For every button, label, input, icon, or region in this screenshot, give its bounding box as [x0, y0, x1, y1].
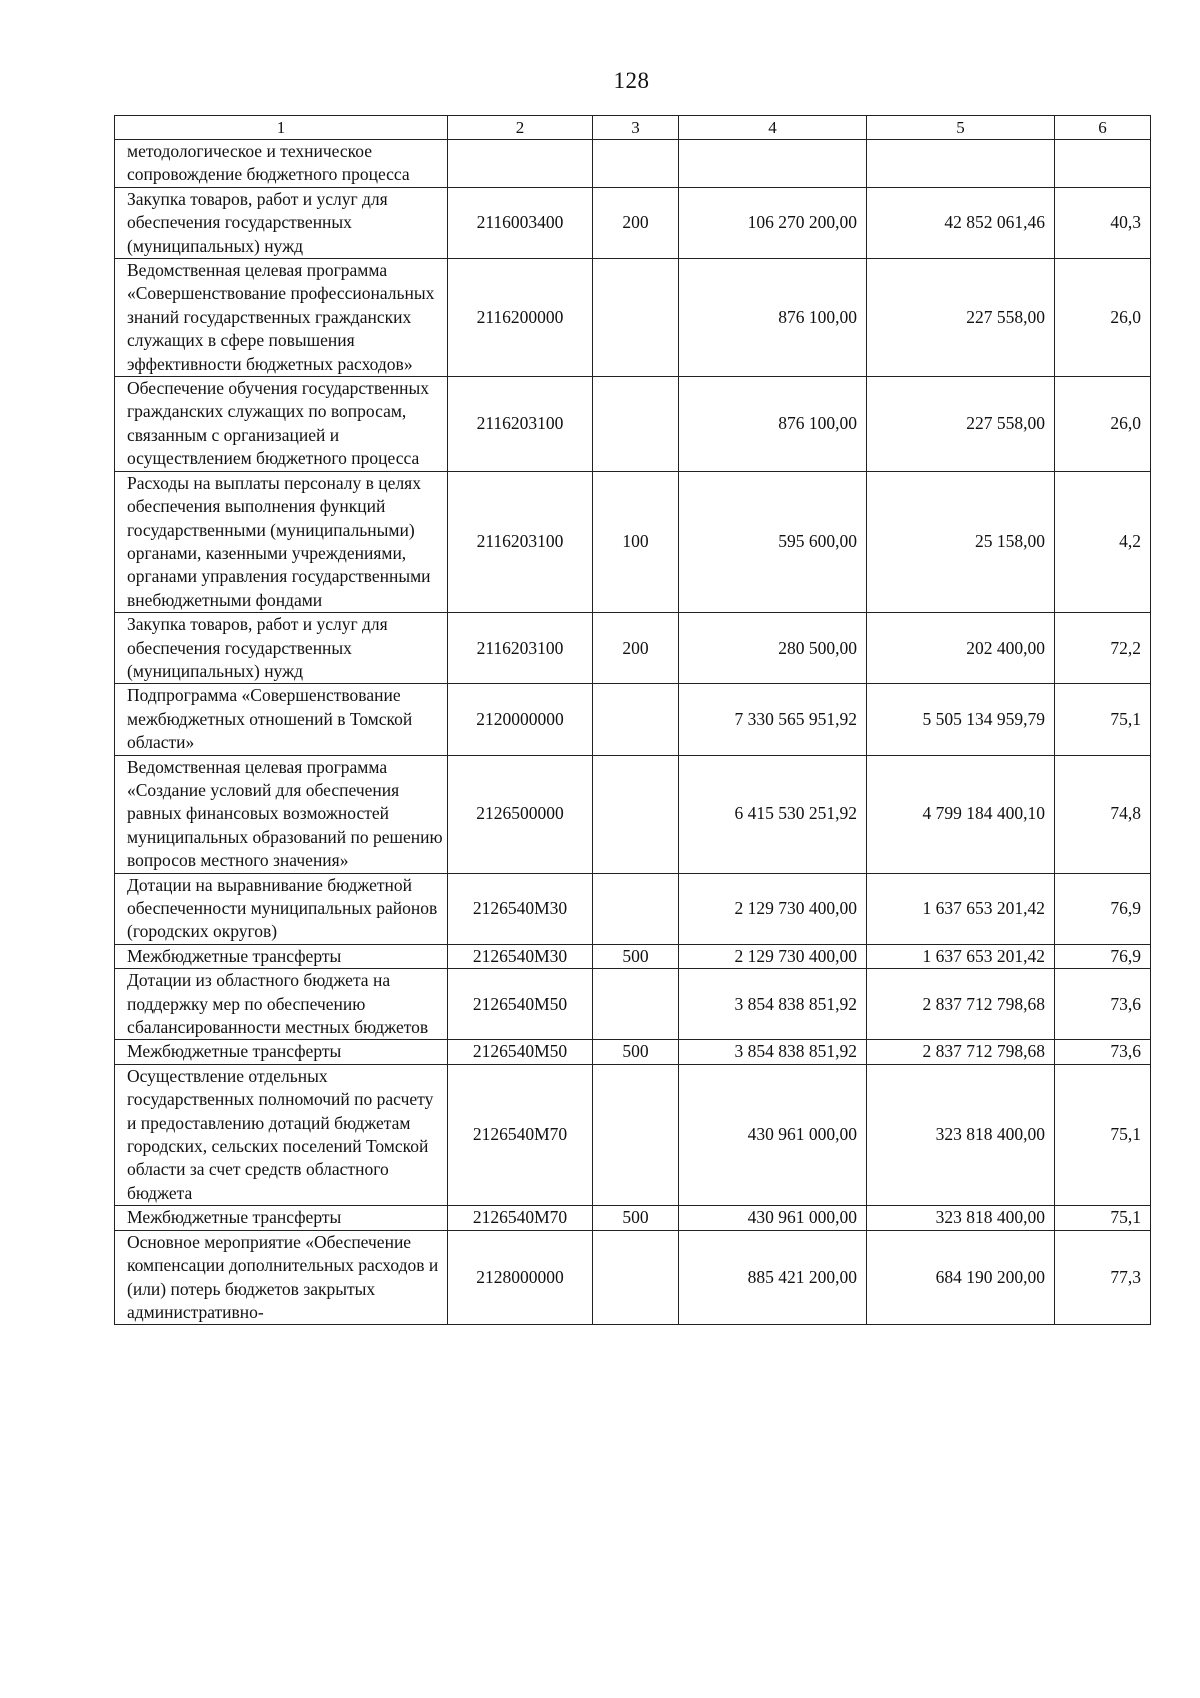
row-percent-cell: 77,3 [1055, 1230, 1151, 1325]
row-executed-cell: 5 505 134 959,79 [867, 684, 1055, 755]
table-row [115, 1064, 1151, 1205]
table-row [115, 755, 1151, 873]
row-name-cell: Межбюджетные трансферты [115, 944, 448, 968]
row-percent-cell: 73,6 [1055, 969, 1151, 1040]
column-header: 1 [115, 116, 448, 140]
table-row [115, 471, 1151, 612]
row-percent-cell: 76,9 [1055, 944, 1151, 968]
table-row [115, 969, 1151, 1040]
page-number: 128 [613, 68, 650, 93]
row-name-cell: Основное мероприятие «Обеспечение компенсации дополнительных расходов и (или) потерь бюджетов закрытых административно- [115, 1230, 448, 1325]
row-percent-cell: 4,2 [1055, 471, 1151, 612]
row-name-cell: Ведомственная целевая программа «Создание условий для обеспечения равных финансовых возможностей муниципальных образований по решению вопросов местного значения» [115, 755, 448, 873]
column-header: 5 [867, 116, 1055, 140]
row-percent-cell [1055, 140, 1151, 188]
row-name-cell: Закупка товаров, работ и услуг для обеспечения государственных (муниципальных) нужд [115, 187, 448, 258]
row-kind-cell: 100 [593, 471, 679, 612]
table-row [115, 944, 1151, 968]
table-header-row [115, 116, 1151, 140]
row-code-cell: 2116203100 [448, 613, 593, 684]
row-executed-cell: 227 558,00 [867, 259, 1055, 377]
row-executed-cell: 1 637 653 201,42 [867, 873, 1055, 944]
row-planned-cell: 876 100,00 [679, 377, 867, 472]
row-kind-cell [593, 1064, 679, 1205]
row-executed-cell [867, 140, 1055, 188]
table-row [115, 1206, 1151, 1230]
row-kind-cell: 500 [593, 944, 679, 968]
row-percent-cell: 75,1 [1055, 684, 1151, 755]
table-row [115, 140, 1151, 188]
row-planned-cell: 106 270 200,00 [679, 187, 867, 258]
row-code-cell: 2126500000 [448, 755, 593, 873]
row-percent-cell: 72,2 [1055, 613, 1151, 684]
row-executed-cell: 323 818 400,00 [867, 1064, 1055, 1205]
row-executed-cell: 202 400,00 [867, 613, 1055, 684]
column-header: 4 [679, 116, 867, 140]
row-kind-cell: 200 [593, 613, 679, 684]
row-name-cell: Межбюджетные трансферты [115, 1040, 448, 1064]
table-row [115, 1230, 1151, 1325]
row-executed-cell: 25 158,00 [867, 471, 1055, 612]
row-planned-cell: 2 129 730 400,00 [679, 944, 867, 968]
row-name-cell: Межбюджетные трансферты [115, 1206, 448, 1230]
row-percent-cell: 75,1 [1055, 1064, 1151, 1205]
row-code-cell: 2126540M70 [448, 1206, 593, 1230]
row-code-cell: 2128000000 [448, 1230, 593, 1325]
row-name-cell: Обеспечение обучения государственных гражданских служащих по вопросам, связанным с организацией и осуществлением бюджетного процесса [115, 377, 448, 472]
row-kind-cell: 200 [593, 187, 679, 258]
row-name-cell: Подпрограмма «Совершенствование межбюджетных отношений в Томской области» [115, 684, 448, 755]
row-kind-cell: 500 [593, 1040, 679, 1064]
row-code-cell: 2126540M50 [448, 1040, 593, 1064]
row-percent-cell: 74,8 [1055, 755, 1151, 873]
row-name-cell: Дотации из областного бюджета на поддержку мер по обеспечению сбалансированности местных бюджетов [115, 969, 448, 1040]
table-row [115, 377, 1151, 472]
row-kind-cell: 500 [593, 1206, 679, 1230]
table-row [115, 259, 1151, 377]
row-code-cell: 2126540M30 [448, 944, 593, 968]
table-row [115, 187, 1151, 258]
row-name-cell: Дотации на выравнивание бюджетной обеспеченности муниципальных районов (городских округов) [115, 873, 448, 944]
row-planned-cell: 3 854 838 851,92 [679, 969, 867, 1040]
row-planned-cell: 6 415 530 251,92 [679, 755, 867, 873]
column-header: 3 [593, 116, 679, 140]
row-executed-cell: 684 190 200,00 [867, 1230, 1055, 1325]
column-header: 6 [1055, 116, 1151, 140]
row-code-cell: 2116203100 [448, 471, 593, 612]
row-planned-cell: 430 961 000,00 [679, 1064, 867, 1205]
row-code-cell: 2120000000 [448, 684, 593, 755]
row-code-cell: 2116203100 [448, 377, 593, 472]
row-kind-cell [593, 969, 679, 1040]
row-kind-cell [593, 259, 679, 377]
row-percent-cell: 26,0 [1055, 377, 1151, 472]
row-name-cell: Закупка товаров, работ и услуг для обеспечения государственных (муниципальных) нужд [115, 613, 448, 684]
row-percent-cell: 73,6 [1055, 1040, 1151, 1064]
row-name-cell: Ведомственная целевая программа «Совершенствование профессиональных знаний государственных гражданских служащих в сфере повышения эффективности бюджетных расходов» [115, 259, 448, 377]
row-planned-cell: 7 330 565 951,92 [679, 684, 867, 755]
row-executed-cell: 2 837 712 798,68 [867, 969, 1055, 1040]
row-executed-cell: 42 852 061,46 [867, 187, 1055, 258]
row-code-cell: 2116200000 [448, 259, 593, 377]
row-percent-cell: 26,0 [1055, 259, 1151, 377]
row-kind-cell [593, 140, 679, 188]
row-name-cell: Осуществление отдельных государственных полномочий по расчету и предоставлению дотаций бюджетам городских, сельских поселений Томской области за счет средств областного бюджета [115, 1064, 448, 1205]
row-percent-cell: 76,9 [1055, 873, 1151, 944]
row-kind-cell [593, 684, 679, 755]
row-executed-cell: 227 558,00 [867, 377, 1055, 472]
table-body [115, 140, 1151, 1325]
row-planned-cell: 885 421 200,00 [679, 1230, 867, 1325]
row-planned-cell: 2 129 730 400,00 [679, 873, 867, 944]
row-percent-cell: 75,1 [1055, 1206, 1151, 1230]
row-kind-cell [593, 1230, 679, 1325]
column-header: 2 [448, 116, 593, 140]
row-code-cell: 2126540M50 [448, 969, 593, 1040]
table-row [115, 1040, 1151, 1064]
row-executed-cell: 1 637 653 201,42 [867, 944, 1055, 968]
row-code-cell: 2126540M70 [448, 1064, 593, 1205]
row-planned-cell: 280 500,00 [679, 613, 867, 684]
row-code-cell: 2126540M30 [448, 873, 593, 944]
row-executed-cell: 4 799 184 400,10 [867, 755, 1055, 873]
row-code-cell: 2116003400 [448, 187, 593, 258]
row-kind-cell [593, 377, 679, 472]
row-planned-cell: 3 854 838 851,92 [679, 1040, 867, 1064]
table-row [115, 613, 1151, 684]
row-kind-cell [593, 755, 679, 873]
row-percent-cell: 40,3 [1055, 187, 1151, 258]
row-planned-cell [679, 140, 867, 188]
row-name-cell: методологическое и техническое сопровождение бюджетного процесса [115, 140, 448, 188]
row-planned-cell: 595 600,00 [679, 471, 867, 612]
budget-table [114, 115, 1151, 1325]
row-planned-cell: 430 961 000,00 [679, 1206, 867, 1230]
row-kind-cell [593, 873, 679, 944]
row-executed-cell: 323 818 400,00 [867, 1206, 1055, 1230]
row-code-cell [448, 140, 593, 188]
table-row [115, 684, 1151, 755]
row-name-cell: Расходы на выплаты персоналу в целях обеспечения выполнения функций государственными (муниципальными) органами, казенными учреждениями, органами управления государственными внебюджетными фондами [115, 471, 448, 612]
table-row [115, 873, 1151, 944]
row-executed-cell: 2 837 712 798,68 [867, 1040, 1055, 1064]
row-planned-cell: 876 100,00 [679, 259, 867, 377]
